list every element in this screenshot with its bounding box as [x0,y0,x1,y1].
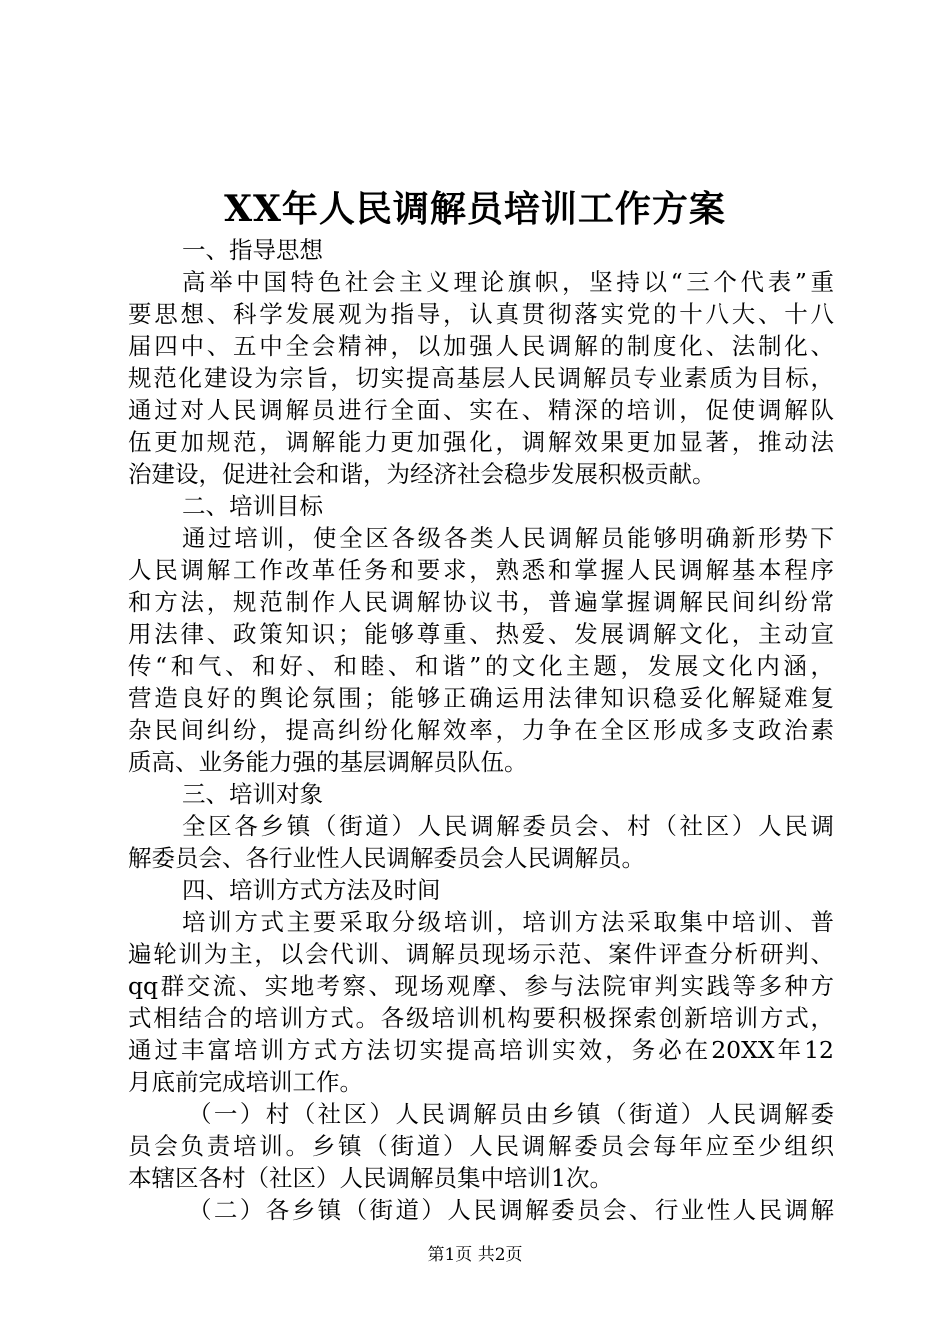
paragraph-line: 治建设，促进社会和谐，为经济社会稳步发展积极贡献。 [128,460,716,488]
section-heading: 三、培训对象 [182,780,323,808]
paragraph-line: 高举中国特色社会主义理论旗帜，坚持以“三个代表”重 [182,268,834,296]
paragraph-line: 营造良好的舆论氛围；能够正确运用法律知识稳妥化解疑难复 [128,684,834,712]
paragraph-line: 人民调解工作改革任务和要求，熟悉和掌握人民调解基本程序 [128,556,834,584]
paragraph-line: 杂民间纠纷，提高纠纷化解效率，力争在全区形成多支政治素 [128,716,834,744]
page-footer: 第1页 共2页 [427,1245,523,1265]
paragraph-line: 传“和气、和好、和睦、和谐”的文化主题，发展文化内涵， [128,652,834,680]
section-heading: 二、培训目标 [182,492,323,520]
paragraph-line: qq群交流、实地考察、现场观摩、参与法院审判实践等多种方 [128,972,834,1000]
paragraph-line: 通过培训，使全区各级各类人民调解员能够明确新形势下 [182,524,834,552]
paragraph-line: 解委员会、各行业性人民调解委员会人民调解员。 [128,844,645,872]
paragraph-line: 规范化建设为宗旨，切实提高基层人民调解员专业素质为目标， [128,364,834,392]
paragraph-line: 届四中、五中全会精神，以加强人民调解的制度化、法制化、 [128,332,834,360]
document-body [128,234,834,1226]
paragraph-line: 要思想、科学发展观为指导，认真贯彻落实党的十八大、十八 [128,300,834,328]
paragraph-line: （一）村（社区）人民调解员由乡镇（街道）人民调解委 [188,1100,834,1128]
paragraph-line: 式相结合的培训方式。各级培训机构要积极探索创新培训方式， [128,1004,834,1032]
paragraph-line: 本辖区各村（社区）人民调解员集中培训1次。 [128,1164,613,1192]
paragraph-line: 用法律、政策知识；能够尊重、热爱、发展调解文化，主动宣 [128,620,834,648]
paragraph-line: 和方法，规范制作人民调解协议书，普遍掌握调解民间纠纷常 [128,588,834,616]
paragraph-line: 全区各乡镇（街道）人民调解委员会、村（社区）人民调 [182,812,834,840]
section-heading: 一、指导思想 [182,236,323,264]
paragraph-line: （二）各乡镇（街道）人民调解委员会、行业性人民调解 [188,1196,834,1224]
document-title: XX年人民调解员培训工作方案 [224,188,726,230]
paragraph-line: 质高、业务能力强的基层调解员队伍。 [128,748,528,776]
paragraph-line: 伍更加规范，调解能力更加强化，调解效果更加显著，推动法 [128,428,834,456]
paragraph-line: 培训方式主要采取分级培训，培训方法采取集中培训、普 [182,908,834,936]
paragraph-line: 员会负责培训。乡镇（街道）人民调解委员会每年应至少组织 [128,1132,834,1160]
paragraph-line: 月底前完成培训工作。 [128,1068,363,1096]
paragraph-line: 遍轮训为主，以会代训、调解员现场示范、案件评查分析研判、 [128,940,834,968]
paragraph-line: 通过对人民调解员进行全面、实在、精深的培训，促使调解队 [128,396,834,424]
paragraph-line: 通过丰富培训方式方法切实提高培训实效，务必在20XX年12 [128,1036,834,1064]
section-heading: 四、培训方式方法及时间 [182,876,441,904]
